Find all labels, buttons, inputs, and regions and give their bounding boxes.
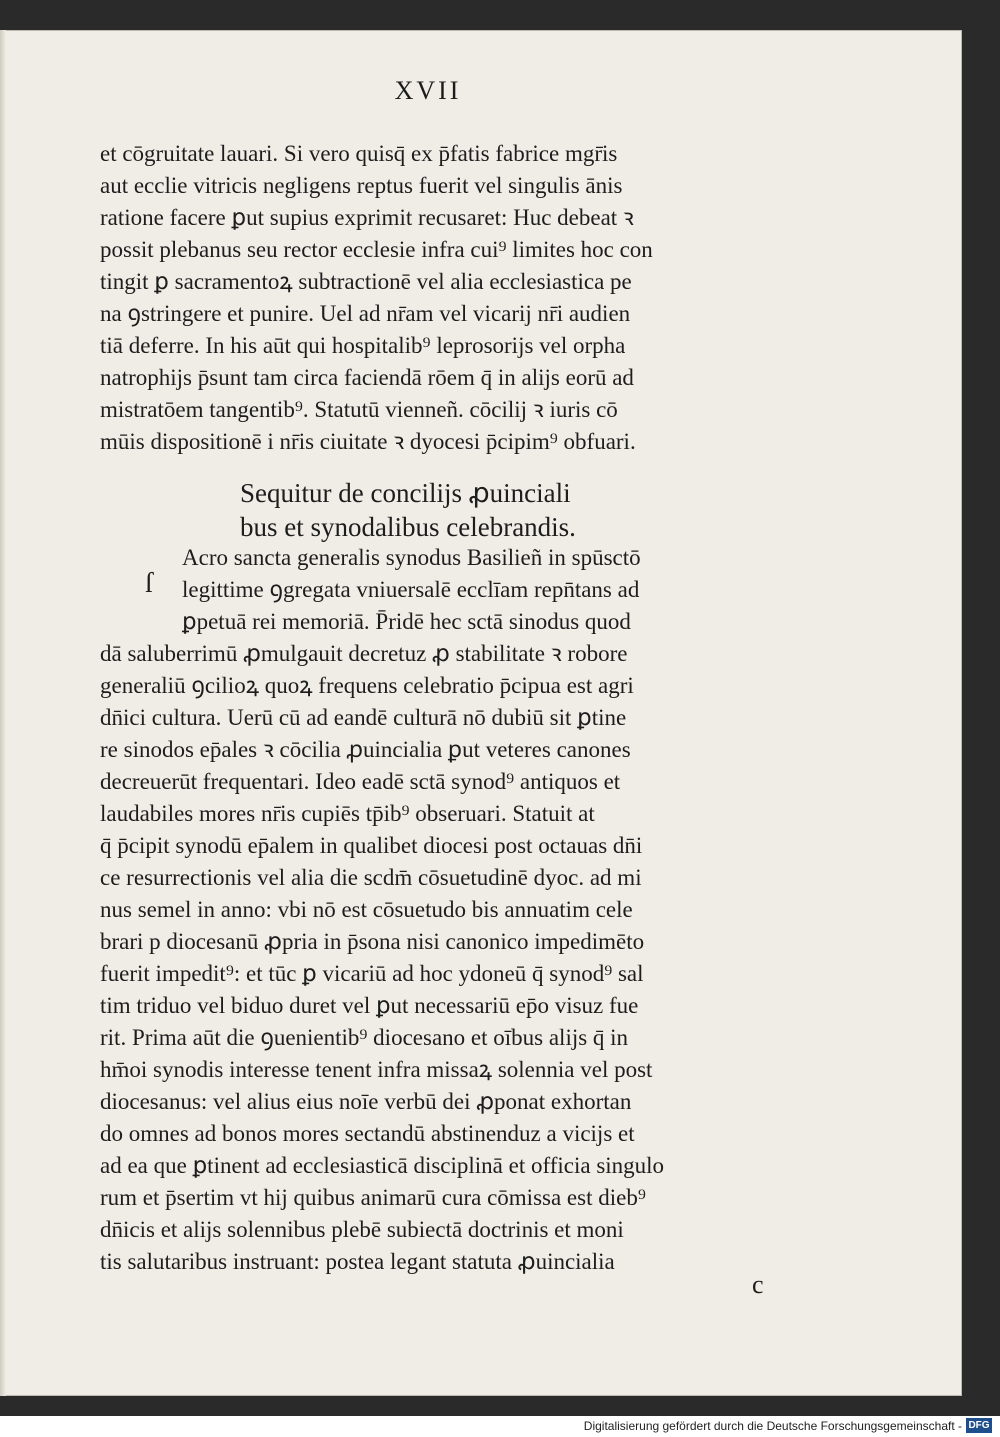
text-line: aut ecclie vitricis negligens reptus fuerit vel singulis ānis (100, 173, 623, 198)
text-line: tim triduo vel biduo duret vel ꝑut necessariū ep̄o visuz fue (100, 993, 639, 1018)
text-line: do omnes ad bonos mores sectandū abstinenduz a vicijs et (100, 1121, 635, 1146)
text-line: diocesanus: vel alius eius noīe verbū dei ꝓponat exhortan (100, 1089, 632, 1114)
initial-letter: ſ (145, 568, 153, 599)
text-line: ce resurrectionis vel alia die scdm̄ cōsuetudinē dyoc. ad mi (100, 865, 642, 890)
footer-bar (0, 1416, 1000, 1437)
text-line: possit plebanus seu rector ecclesie infra cui⁹ limites hoc con (100, 237, 653, 262)
scanned-page (0, 30, 962, 1396)
text-line: ratione facere ꝑut supius exprimit recusaret: Huc debeat ꝛ (100, 205, 634, 230)
text-line: rit. Prima aūt die ꝯuenientib⁹ diocesano et oībus alijs q̄ in (100, 1025, 629, 1050)
section-heading: Sequitur de concilijs ꝓuinciali (240, 478, 571, 508)
text-line: brari p diocesanū ꝓpria in p̄sona nisi canonico impedimēto (100, 929, 645, 954)
text-line: dn̄ici cultura. Uerū cū ad eandē culturā nō dubiū sit ꝑtine (100, 705, 627, 730)
text-line: laudabiles mores nr̄is cupiēs tp̄ib⁹ obseruari. Statuit at (100, 801, 595, 826)
text-line: tiā deferre. In his aūt qui hospitalib⁹ leprosorijs vel orpha (100, 333, 626, 358)
text-line: dn̄icis et alijs solennibus plebē subiectā doctrinis et moni (100, 1217, 624, 1242)
text-line: mūis dispositionē i nr̄is ciuitate ꝛ dyocesi p̄cipim⁹ obfuari. (100, 429, 636, 454)
section-heading: bus et synodalibus celebrandis. (240, 512, 576, 542)
text-line: re sinodos ep̄ales ꝛ cōcilia ꝓuincialia ꝑut veteres canones (100, 737, 631, 762)
text-line: et cōgruitate lauari. Si vero quisq̄ ex p̄fatis fabrice mgr̄is (100, 141, 618, 166)
text-line: hm̄oi synodis interesse tenent infra missaꝝ solennia vel post (100, 1057, 653, 1082)
signature-mark: c (752, 1270, 764, 1299)
text-line: natrophijs p̄sunt tam circa faciendā rōem q̄ in alijs eorū ad (100, 365, 634, 390)
footer-credit: Digitalisierung gefördert durch die Deutsche Forschungsgemeinschaft - (583, 1419, 962, 1433)
text-line: mistratōem tangentib⁹. Statutū vienneñ. cōcilij ꝛ iuris cō (100, 397, 618, 422)
text-line: rum et p̄sertim vt hij quibus animarū cura cōmissa est dieb⁹ (100, 1185, 646, 1210)
text-line: ꝑpetuā rei memoriā. P̄ridē hec sctā sinodus quod (182, 609, 631, 634)
text-line: tingit ꝑ sacramentoꝝ subtractionē vel alia ecclesiastica pe (100, 269, 632, 294)
text-line: Acro sancta generalis synodus Basilieñ in spūsctō (182, 545, 641, 570)
text-line: ad ea que ꝑtinent ad ecclesiasticā disciplinā et officia singulo (100, 1153, 665, 1178)
text-line: dā saluberrimū ꝓmulgauit decretuz ꝓ stabilitate ꝛ robore (100, 641, 628, 666)
text-line: nus semel in anno: vbi nō est cōsuetudo bis annuatim cele (100, 897, 633, 922)
page-number: XVII (394, 76, 462, 105)
text-line: generaliū ꝯcilioꝝ quoꝝ frequens celebratio p̄cipua est agri (100, 673, 634, 698)
text-line: fuerit impedit⁹: et tūc ꝑ vicariū ad hoc ydoneū q̄ synod⁹ sal (100, 961, 644, 986)
dfg-logo-icon: DFG (966, 1418, 992, 1433)
text-line: na ꝯstringere et punire. Uel ad nr̄am vel vicarij nr̄i audien (100, 301, 631, 326)
text-line: q̄ p̄cipit synodū ep̄alem in qualibet diocesi post octauas dn̄i (100, 833, 643, 858)
text-line: tis salutaribus instruant: postea legant statuta ꝓuincialia (100, 1249, 615, 1274)
text-line: legittime ꝯgregata vniuersalē ecclīam repn̄tans ad (182, 577, 640, 602)
text-line: decreuerūt frequentari. Ideo eadē sctā synod⁹ antiquos et (100, 769, 621, 794)
